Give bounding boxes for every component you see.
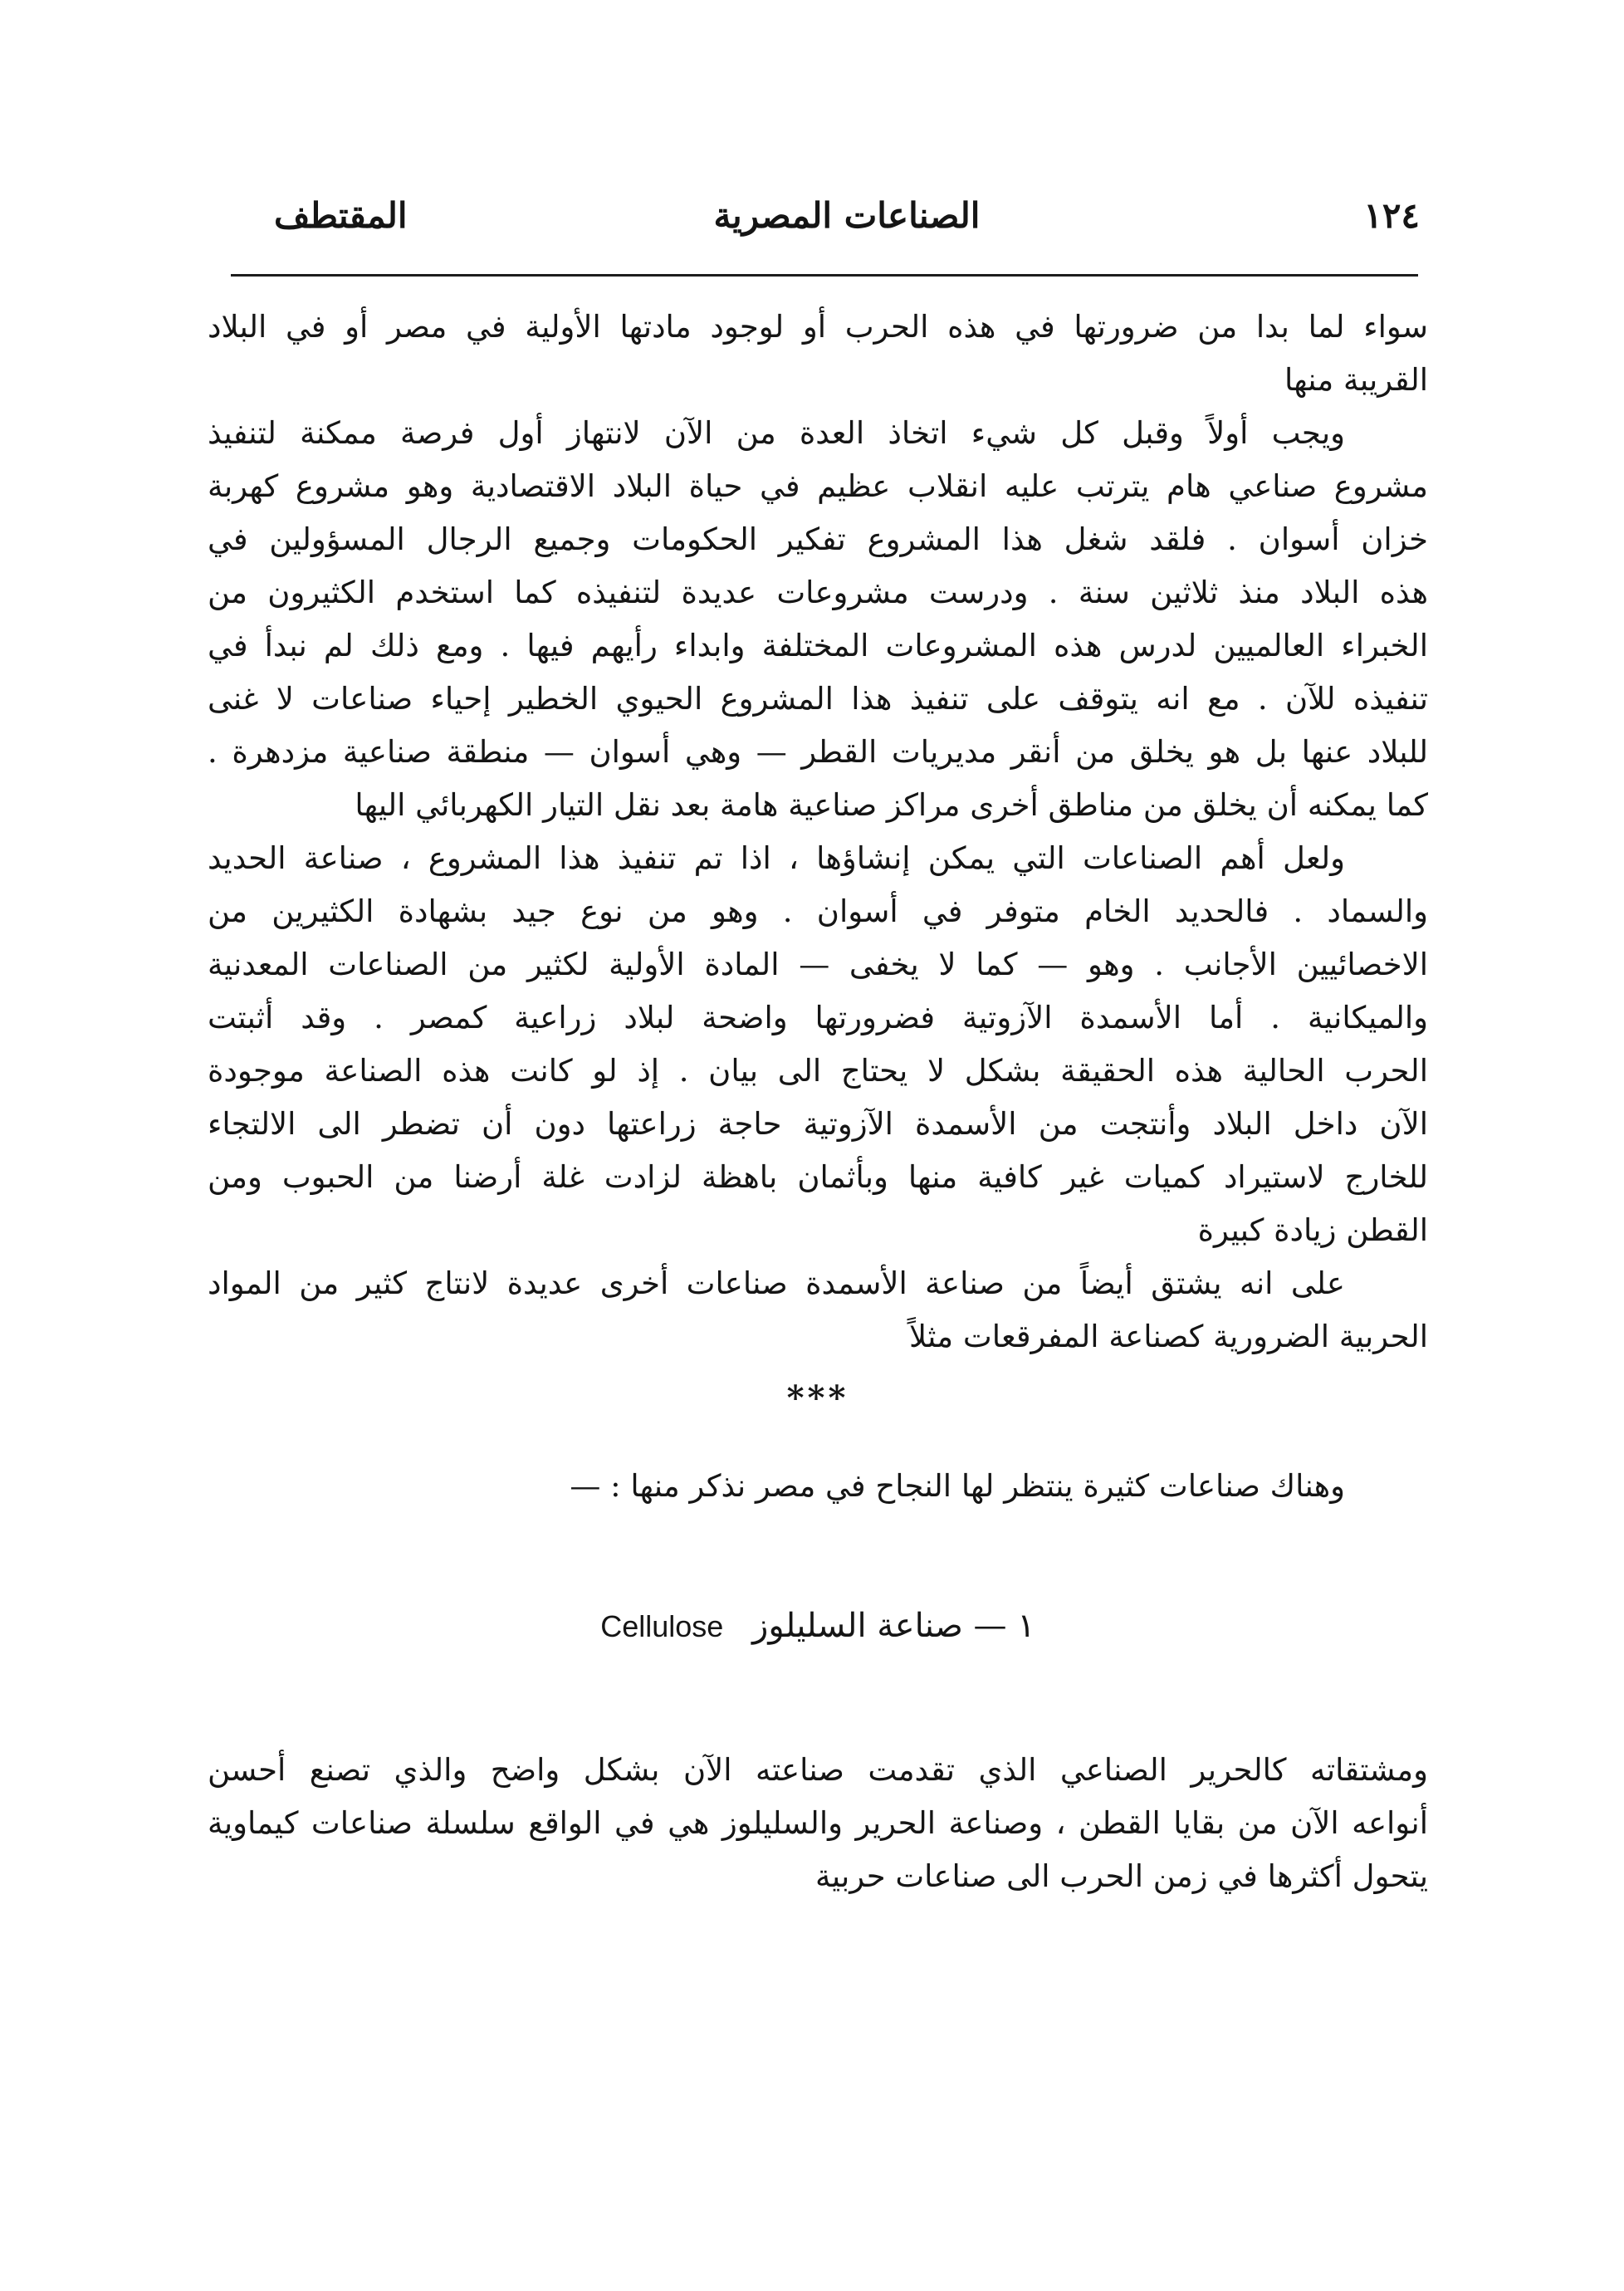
article-title: الصناعات المصرية	[713, 195, 981, 236]
text-line: القطن زيادة كبيرة	[1197, 1212, 1428, 1248]
paragraph	[208, 301, 1428, 407]
page-number: ١٢٤	[1363, 195, 1420, 236]
text-line: الاخصائيين الأجانب . وهو — كما لا يخفى — المادة الأولية لكثير من الصناعات المعدنية	[208, 947, 1428, 982]
running-header	[274, 187, 1420, 245]
text-line: للبلاد عنها بل هو يخلق من أنقر مديريات القطر — وهي أسوان — منطقة صناعية مزدهرة .	[208, 734, 1428, 770]
text-line: الخبراء العالميين لدرس هذه المشروعات المختلفة وابداء رأيهم فيها . ومع ذلك لم نبدأ في	[208, 628, 1428, 663]
text-line: مشروع صناعي هام يترتب عليه انقلاب عظيم في حياة البلاد الاقتصادية وهو مشروع كهربة	[208, 468, 1428, 504]
section-separator: ***	[786, 1378, 849, 1417]
text-line: للخارج لاستيراد كميات غير كافية منها وبأثمان باهظة لزادت غلة أرضنا من الحبوب ومن	[208, 1159, 1428, 1195]
text-line: يتحول أكثرها في زمن الحرب الى صناعات حربية	[814, 1858, 1428, 1894]
text-line: على انه يشتق أيضاً من صناعة الأسمدة صناعات أخرى عديدة لانتاج كثير من المواد	[208, 1265, 1345, 1301]
text-line: القريبة منها	[1284, 362, 1428, 398]
text-line: ومشتقاته كالحرير الصناعي الذي تقدمت صناعته الآن بشكل واضح والذي تصنع أحسن	[208, 1752, 1428, 1788]
text-line: خزان أسوان . فلقد شغل هذا المشروع تفكير الحكومات وجميع الرجال المسؤولين في	[208, 521, 1428, 557]
text-line: والسماد . فالحديد الخام متوفر في أسوان . وهو من نوع جيد بشهادة الكثيرين من	[208, 893, 1428, 929]
text-line: تنفيذه للآن . مع انه يتوقف على تنفيذ هذا المشروع الحيوي الخطير إحياء صناعات لا غنى	[208, 681, 1428, 717]
text-line: كما يمكنه أن يخلق من مناطق أخرى مراكز صناعية هامة بعد نقل التيار الكهربائي اليها	[355, 787, 1428, 823]
text-line: سواء لما بدا من ضرورتها في هذه الحرب أو لوجود مادتها الأولية في مصر أو في البلاد	[208, 309, 1428, 345]
journal-name: المقتطف	[274, 195, 408, 236]
paragraph	[208, 832, 1428, 1257]
text-line: هذه البلاد منذ ثلاثين سنة . ودرست مشروعات عديدة لتنفيذه كما استخدم الكثيرون من	[208, 575, 1428, 610]
text-line: والميكانية . أما الأسمدة الآزوتية فضرورتها واضحة لبلاد زراعية كمصر . وقد أثبتت	[208, 1000, 1428, 1035]
paragraph	[208, 1257, 1428, 1363]
intro-line: وهناك صناعات كثيرة ينتظر لها النجاح في مصر نذكر منها : —	[570, 1468, 1345, 1504]
text-line: الآن داخل البلاد وأنتجت من الأسمدة الآزوتية حاجة زراعتها دون أن تضطر الى الالتجاء	[208, 1106, 1428, 1142]
text-line: أنواعه الآن من بقايا القطن ، وصناعة الحرير والسليلوز هي في الواقع سلسلة صناعات كيماوية	[208, 1805, 1428, 1841]
spacer	[208, 1363, 1428, 1368]
section-heading-latin: Cellulose	[600, 1609, 724, 1643]
section-heading-arabic: ١ — صناعة السليلوز	[752, 1607, 1035, 1645]
text-line: الحربية الضرورية كصناعة المفرقعات مثلاً	[909, 1319, 1428, 1354]
text-line: ولعل أهم الصناعات التي يمكن إنشاؤها ، اذا تم تنفيذ هذا المشروع ، صناعة الحديد	[208, 840, 1345, 876]
paragraph	[208, 1744, 1428, 1903]
section-heading	[208, 1599, 1428, 1652]
text-line: الحرب الحالية هذه الحقيقة بشكل لا يحتاج الى بيان . إذ لو كانت هذه الصناعة موجودة	[208, 1053, 1428, 1089]
header-rule	[231, 274, 1418, 277]
paragraph	[208, 407, 1428, 832]
article-body	[208, 301, 1428, 1903]
text-line: ويجب أولاً وقبل كل شيء اتخاذ العدة من الآن لانتهاز أول فرصة ممكنة لتنفيذ	[208, 415, 1345, 451]
